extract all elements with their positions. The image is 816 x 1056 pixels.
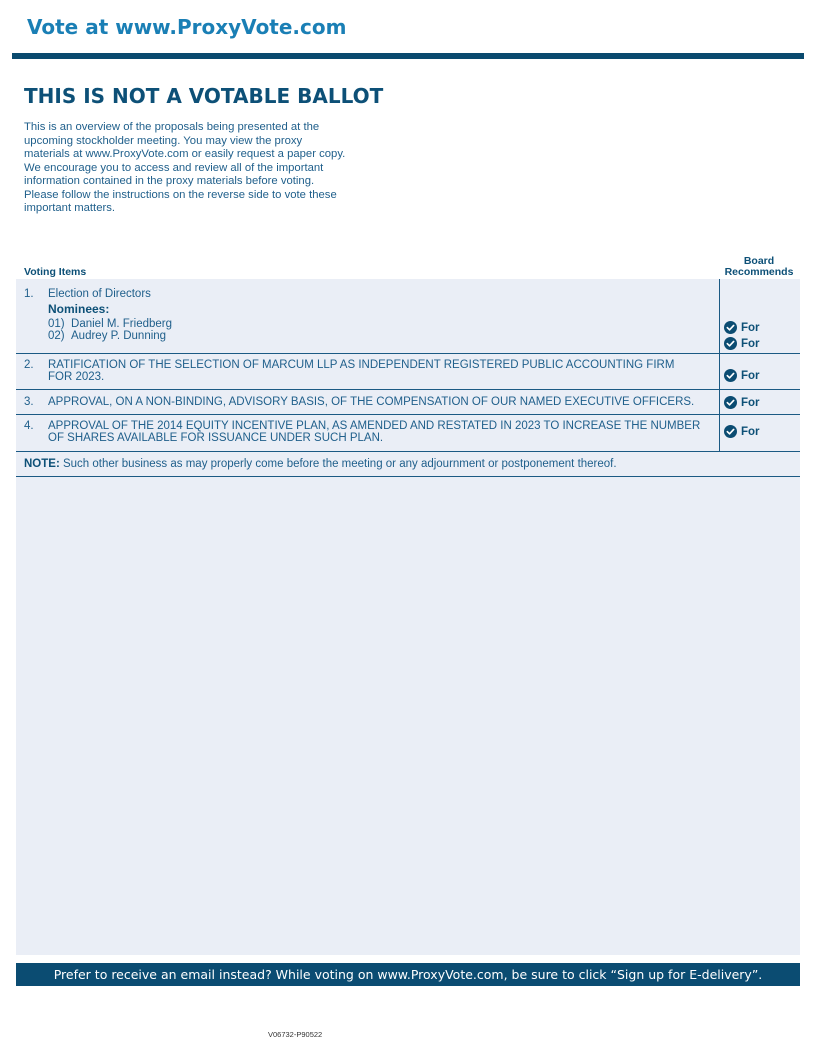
item-text — [48, 359, 718, 383]
item-text — [48, 396, 718, 408]
item-line: RATIFICATION OF THE SELECTION OF MARCUM LLP AS INDEPENDENT REGISTERED PUBLIC ACCOUNTING FIRM — [48, 359, 675, 371]
item-line: FOR 2023. — [48, 371, 105, 383]
intro-line: materials at www.ProxyVote.com or easily request a paper copy. — [24, 148, 346, 160]
intro-line: upcoming stockholder meeting. You may view the proxy — [24, 134, 303, 147]
check-circle-icon — [724, 396, 737, 409]
note-label: NOTE: — [24, 458, 60, 470]
row-divider — [16, 389, 800, 390]
item-line: APPROVAL OF THE 2014 EQUITY INCENTIVE PLAN, AS AMENDED AND RESTATED IN 2023 TO INCREASE THE NUMBER — [48, 420, 701, 432]
column-divider — [719, 279, 720, 451]
recommendation-text: For — [741, 369, 760, 382]
check-circle-icon — [724, 321, 737, 334]
row-divider — [16, 353, 800, 354]
check-circle-icon — [724, 337, 737, 350]
nominee-name: Daniel M. Friedberg — [71, 318, 172, 330]
row-divider — [16, 451, 800, 452]
nominee-number: 01) — [48, 318, 65, 330]
recommendation-text: For — [741, 337, 760, 350]
intro-paragraph — [24, 121, 394, 216]
intro-line: We encourage you to access and review all of the important — [24, 161, 324, 174]
e-delivery-banner: Prefer to receive an email instead? While voting on www.ProxyVote.com, be sure to click “Sign up for E-delivery”. — [16, 963, 800, 986]
board-recommends-header — [718, 256, 800, 278]
intro-line: information contained in the proxy materials before voting. — [24, 175, 315, 187]
item-line: APPROVAL, ON A NON-BINDING, ADVISORY BASIS, OF THE COMPENSATION OF OUR NAMED EXECUTIVE OFFICERS. — [48, 396, 695, 408]
check-circle-icon — [724, 369, 737, 382]
item-number: 1. — [24, 288, 34, 300]
voting-item-3 — [24, 396, 714, 410]
nominee-name: Audrey P. Dunning — [71, 330, 167, 342]
recommendation-item-3 — [724, 396, 760, 409]
item-number: 4. — [24, 420, 34, 432]
note-text — [24, 458, 617, 470]
recommendation-nominee-1 — [724, 321, 760, 334]
voting-item-2 — [24, 359, 714, 385]
recommendation-text: For — [741, 425, 760, 438]
page-title: THIS IS NOT A VOTABLE BALLOT — [24, 84, 384, 108]
item-number: 3. — [24, 396, 34, 408]
nominees-label: Nominees: — [48, 302, 110, 316]
voting-item-1 — [24, 288, 714, 348]
row-divider — [16, 414, 800, 415]
item-text — [48, 420, 718, 444]
item-line: OF SHARES AVAILABLE FOR ISSUANCE UNDER SUCH PLAN. — [48, 432, 384, 444]
recommendation-item-2 — [724, 369, 760, 382]
recommendation-item-4 — [724, 425, 760, 438]
nominee-1 — [48, 318, 718, 330]
recommendation-nominee-2 — [724, 337, 760, 350]
intro-line: important matters. — [24, 202, 116, 214]
item-title: Election of Directors — [48, 288, 151, 300]
check-circle-icon — [724, 425, 737, 438]
board-header-line: Recommends — [724, 266, 794, 278]
note-body: Such other business as may properly come before the meeting or any adjournment or postponement thereof. — [59, 458, 617, 470]
intro-line: This is an overview of the proposals being presented at the — [24, 121, 320, 133]
recommendation-text: For — [741, 321, 760, 334]
recommendation-text: For — [741, 396, 760, 409]
nominee-number: 02) — [48, 330, 65, 342]
row-divider — [16, 476, 800, 477]
document-code: V06732-P90522 — [268, 1030, 323, 1039]
proxyvote-link[interactable]: Vote at www.ProxyVote.com — [27, 15, 347, 39]
item-text — [48, 288, 718, 342]
item-number: 2. — [24, 359, 34, 371]
nominee-2 — [48, 330, 718, 342]
voting-items-header: Voting Items — [24, 266, 87, 278]
intro-line: Please follow the instructions on the reverse side to vote these — [24, 188, 337, 201]
board-header-line: Board — [743, 255, 775, 267]
voting-item-4 — [24, 420, 714, 446]
header-rule — [12, 53, 804, 59]
